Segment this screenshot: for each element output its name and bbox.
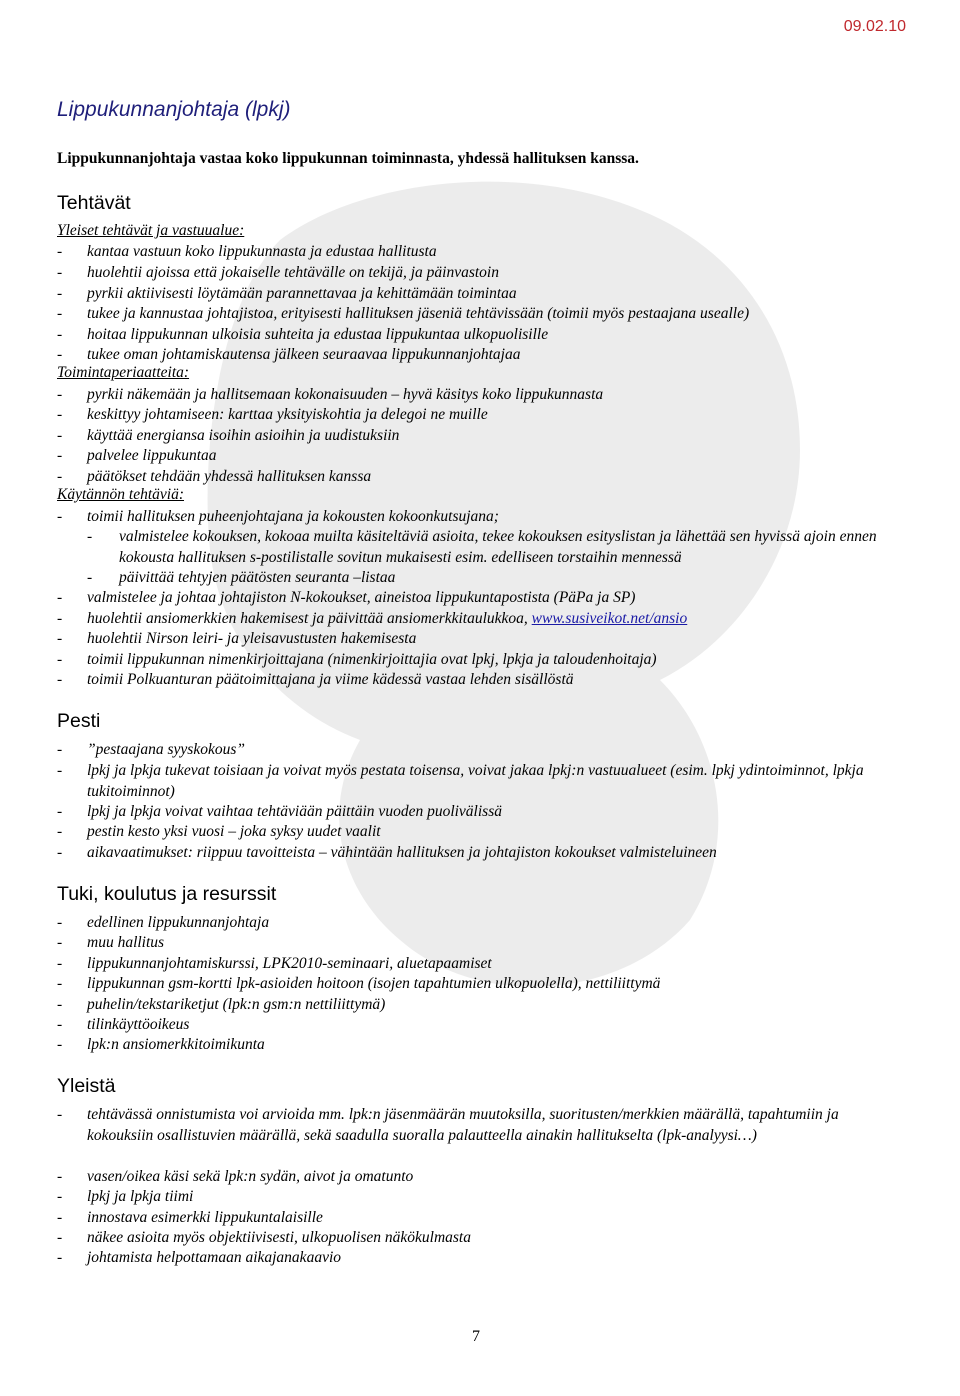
subheading-kaytannon: Käytännön tehtäviä: [57,486,184,503]
header-date: 09.02.10 [843,18,906,35]
subheading-toimintaperiaatteita: Toimintaperiaatteita: [57,364,190,381]
page-number: 7 [472,1328,480,1345]
intro-text: Lippukunnanjohtaja vastaa koko lippukunnan toiminnasta, yhdessä hallituksen kanssa. [57,150,639,167]
heading-tuki: Tuki, koulutus ja resurssit [57,883,277,905]
heading-tehtavat: Tehtävät [57,192,131,214]
heading-pesti: Pesti [57,710,101,732]
heading-yleista: Yleistä [57,1075,116,1097]
page-title: Lippukunnanjohtaja (lpkj) [57,98,291,121]
ansio-link[interactable]: www.susiveikot.net/ansio [531,610,688,627]
subheading-yleiset: Yleiset tehtävät ja vastuualue: [57,222,245,239]
